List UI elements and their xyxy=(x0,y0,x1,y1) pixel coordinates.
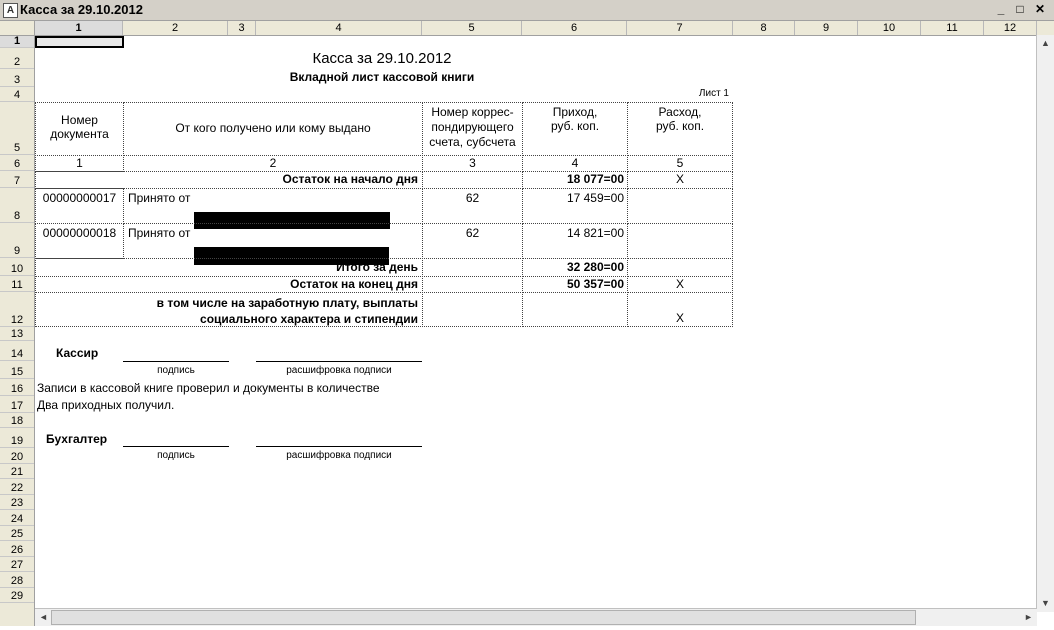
document-icon: A xyxy=(3,3,18,18)
note-line2: Два приходных получил. xyxy=(37,398,175,412)
accountant-sign-caption: подпись xyxy=(157,450,195,461)
row-header-cell[interactable]: 13 xyxy=(0,327,34,341)
entry-income: 17 459=00 xyxy=(522,188,628,224)
total-account xyxy=(422,258,523,277)
col-number: 4 xyxy=(522,155,628,172)
report-title: Касса за 29.10.2012 xyxy=(312,50,452,67)
selected-cell[interactable] xyxy=(35,36,124,48)
col-number: 5 xyxy=(627,155,733,172)
horizontal-scrollbar[interactable] xyxy=(35,608,1037,626)
report-subtitle: Вкладной лист кассовой книги xyxy=(289,70,475,84)
row-header-cell[interactable]: 3 xyxy=(0,69,34,87)
row-header-cell[interactable]: 23 xyxy=(0,495,34,510)
incl-account xyxy=(422,292,523,327)
row-header-cell[interactable]: 7 xyxy=(0,171,34,188)
entry-doc-no: 00000000017 xyxy=(35,188,124,224)
cashier-sign-line xyxy=(123,361,229,362)
accountant-sign-line xyxy=(123,446,229,447)
note-line1: Записи в кассовой книге проверил и документы в количестве xyxy=(37,381,380,395)
incl-label-line1: в том числе на заработную плату, выплаты xyxy=(156,296,418,310)
column-header-cell[interactable]: 4 xyxy=(256,21,422,35)
column-header-cell[interactable]: 8 xyxy=(733,21,795,35)
row-header-cell[interactable]: 12 xyxy=(0,292,34,327)
spreadsheet xyxy=(0,21,1054,630)
header-doc-no: Номер документа xyxy=(35,102,124,156)
incl-label-line2: социального характера и стипендии xyxy=(200,312,418,326)
opening-label: Остаток на начало дня xyxy=(35,171,423,189)
row-header-cell[interactable]: 2 xyxy=(0,48,34,69)
row-header-cell[interactable]: 16 xyxy=(0,379,34,396)
row-header-cell[interactable]: 22 xyxy=(0,479,34,495)
scroll-left-icon[interactable]: ◄ xyxy=(39,612,48,622)
closing-income: 50 357=00 xyxy=(522,276,628,293)
column-header-cell[interactable]: 12 xyxy=(984,21,1037,35)
column-header-cell[interactable]: 6 xyxy=(522,21,627,35)
row-header-cell[interactable]: 21 xyxy=(0,464,34,479)
cashier-sign-caption: подпись xyxy=(157,365,195,376)
incl-expense: X xyxy=(627,292,733,327)
row-header-cell[interactable]: 15 xyxy=(0,361,34,379)
cashier-label: Кассир xyxy=(56,346,99,360)
row-header xyxy=(0,36,35,626)
entry-doc-no: 00000000018 xyxy=(35,223,124,259)
header-income: Приход, руб. коп. xyxy=(522,102,628,156)
entry-income: 14 821=00 xyxy=(522,223,628,259)
column-header-cell[interactable]: 9 xyxy=(795,21,858,35)
header-expense: Расход, руб. коп. xyxy=(627,102,733,156)
row-header-cell[interactable]: 14 xyxy=(0,341,34,361)
row-header-cell[interactable]: 9 xyxy=(0,223,34,258)
column-header-cell[interactable]: 2 xyxy=(123,21,228,35)
row-header-cell[interactable]: 29 xyxy=(0,588,34,603)
row-header-cell[interactable]: 8 xyxy=(0,188,34,223)
row-header-cell[interactable]: 25 xyxy=(0,526,34,541)
row-header-cell[interactable]: 5 xyxy=(0,102,34,155)
col-number: 1 xyxy=(35,155,124,172)
total-label: Итого за день xyxy=(35,258,423,277)
row-header-cell[interactable]: 17 xyxy=(0,396,34,413)
scroll-right-icon[interactable]: ► xyxy=(1024,612,1033,622)
column-header xyxy=(0,21,1054,36)
accountant-decode-caption: расшифровка подписи xyxy=(286,450,392,461)
accountant-decode-line xyxy=(256,446,422,447)
close-button[interactable]: ✕ xyxy=(1034,2,1046,16)
entry-desc: Принято от xyxy=(123,223,423,259)
scroll-up-icon[interactable]: ▲ xyxy=(1041,38,1050,48)
incl-income xyxy=(522,292,628,327)
horizontal-scroll-thumb[interactable] xyxy=(51,610,916,625)
col-number: 2 xyxy=(123,155,423,172)
column-header-cell[interactable]: 10 xyxy=(858,21,921,35)
header-from-to: От кого получено или кому выдано xyxy=(123,102,423,156)
entry-desc: Принято от xyxy=(123,188,423,224)
entry-account: 62 xyxy=(422,188,523,224)
opening-account xyxy=(422,171,523,189)
incl-label xyxy=(35,292,423,327)
maximize-button[interactable]: □ xyxy=(1016,2,1024,16)
row-header-cell[interactable]: 11 xyxy=(0,276,34,292)
title-bar xyxy=(0,0,1054,21)
column-header-cell[interactable]: 3 xyxy=(228,21,256,35)
row-header-cell[interactable]: 10 xyxy=(0,258,34,276)
total-income: 32 280=00 xyxy=(522,258,628,277)
row-header-cell[interactable]: 18 xyxy=(0,413,34,428)
column-header-cell[interactable]: 7 xyxy=(627,21,733,35)
entry-account: 62 xyxy=(422,223,523,259)
row-header-cell[interactable]: 6 xyxy=(0,155,34,171)
sheet-number: Лист 1 xyxy=(698,88,729,99)
vertical-scrollbar[interactable] xyxy=(1036,35,1054,612)
column-header-cell[interactable]: 1 xyxy=(35,21,123,35)
row-header-cell[interactable]: 4 xyxy=(0,87,34,102)
accountant-label: Бухгалтер xyxy=(46,432,108,446)
row-header-cell[interactable]: 28 xyxy=(0,572,34,588)
select-all-corner[interactable] xyxy=(0,21,35,35)
row-header-cell[interactable]: 24 xyxy=(0,510,34,526)
column-header-cell[interactable]: 11 xyxy=(921,21,984,35)
window-title: Касса за 29.10.2012 xyxy=(20,2,143,17)
minimize-button[interactable]: _ xyxy=(997,2,1005,16)
closing-account xyxy=(422,276,523,293)
row-header-cell[interactable]: 19 xyxy=(0,428,34,448)
closing-expense: X xyxy=(627,276,733,293)
opening-expense: X xyxy=(627,171,733,189)
opening-income: 18 077=00 xyxy=(522,171,628,189)
header-account: Номер коррес-пондирующего счета, субсчета xyxy=(422,102,523,156)
row-header-cell[interactable]: 26 xyxy=(0,541,34,557)
entry-expense xyxy=(627,223,733,259)
closing-label: Остаток на конец дня xyxy=(35,276,423,293)
scroll-down-icon[interactable]: ▼ xyxy=(1041,598,1050,608)
row-header-cell[interactable]: 1 xyxy=(0,36,34,48)
row-header-cell[interactable]: 20 xyxy=(0,448,34,464)
col-number: 3 xyxy=(422,155,523,172)
cashier-decode-caption: расшифровка подписи xyxy=(286,365,392,376)
row-header-cell[interactable]: 27 xyxy=(0,557,34,572)
cashier-decode-line xyxy=(256,361,422,362)
total-expense xyxy=(627,258,733,277)
column-header-cell[interactable]: 5 xyxy=(422,21,522,35)
entry-expense xyxy=(627,188,733,224)
